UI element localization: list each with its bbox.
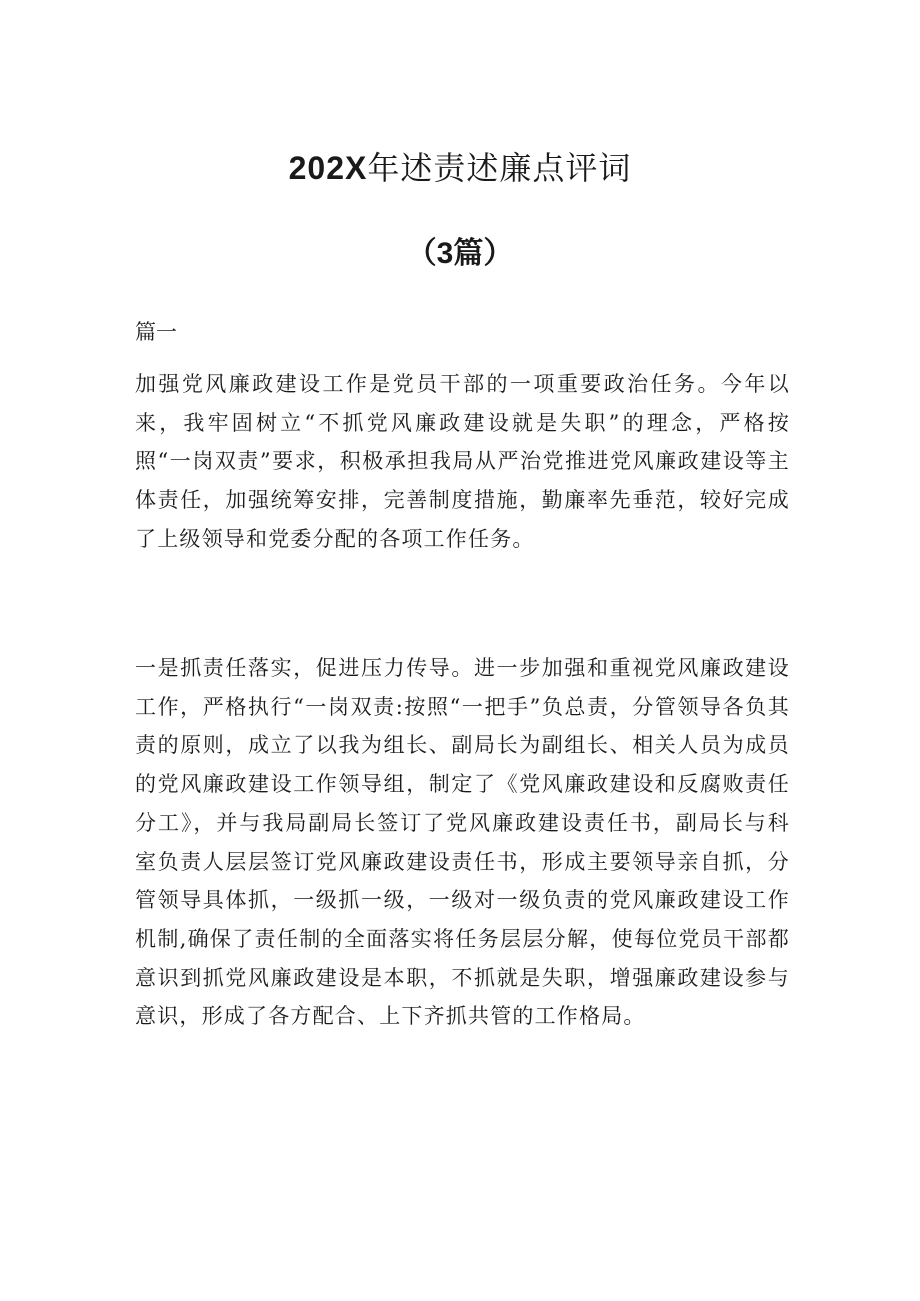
document-title [0,142,920,194]
subtitle-count: 3 [436,237,454,270]
subtitle-open-paren: （ [406,236,437,271]
section-label: 篇一 [135,320,177,344]
document-subtitle [0,228,920,280]
subtitle-text: 篇） [453,236,514,271]
title-year: 202X [288,150,368,186]
title-text: 年述责述廉点评词 [367,149,632,187]
paragraph-2: 一是抓责任落实，促进压力传导。进一步加强和重视党风廉政建设工作，严格执行“一岗双责:按照“一把手”负总责，分管领导各负其责的原则，成立了以我为组长、副局长为副组长、相关人员为成员的党风廉政建设工作领导组，制定了《党风廉政建设和反腐败责任分工》，并与我局副局长签订了党风廉政建设责任书，副局长与科室负责人层层签订党风廉政建设责任书，形成主要领导亲自抓，分管领导具体抓，一级抓一级，一级对一级负责的党风廉政建设工作机制,确保了责任制的全面落实将任务层层分解，使每位党员干部都意识到抓党风廉政建设是本职，不抓就是失职，增强廉政建设参与意识，形成了各方配合、上下齐抓共管的工作格局。 [135,656,790,1029]
paragraph-1: 加强党风廉政建设工作是党员干部的一项重要政治任务。今年以来，我牢固树立“不抓党风廉政建设就是失职”的理念，严格按照“一岗双责”要求，积极承担我局从严治党推进党风廉政建设等主体责任，加强统筹安排，完善制度措施，勤廉率先垂范，较好完成了上级领导和党委分配的各项工作任务。 [135,372,790,551]
